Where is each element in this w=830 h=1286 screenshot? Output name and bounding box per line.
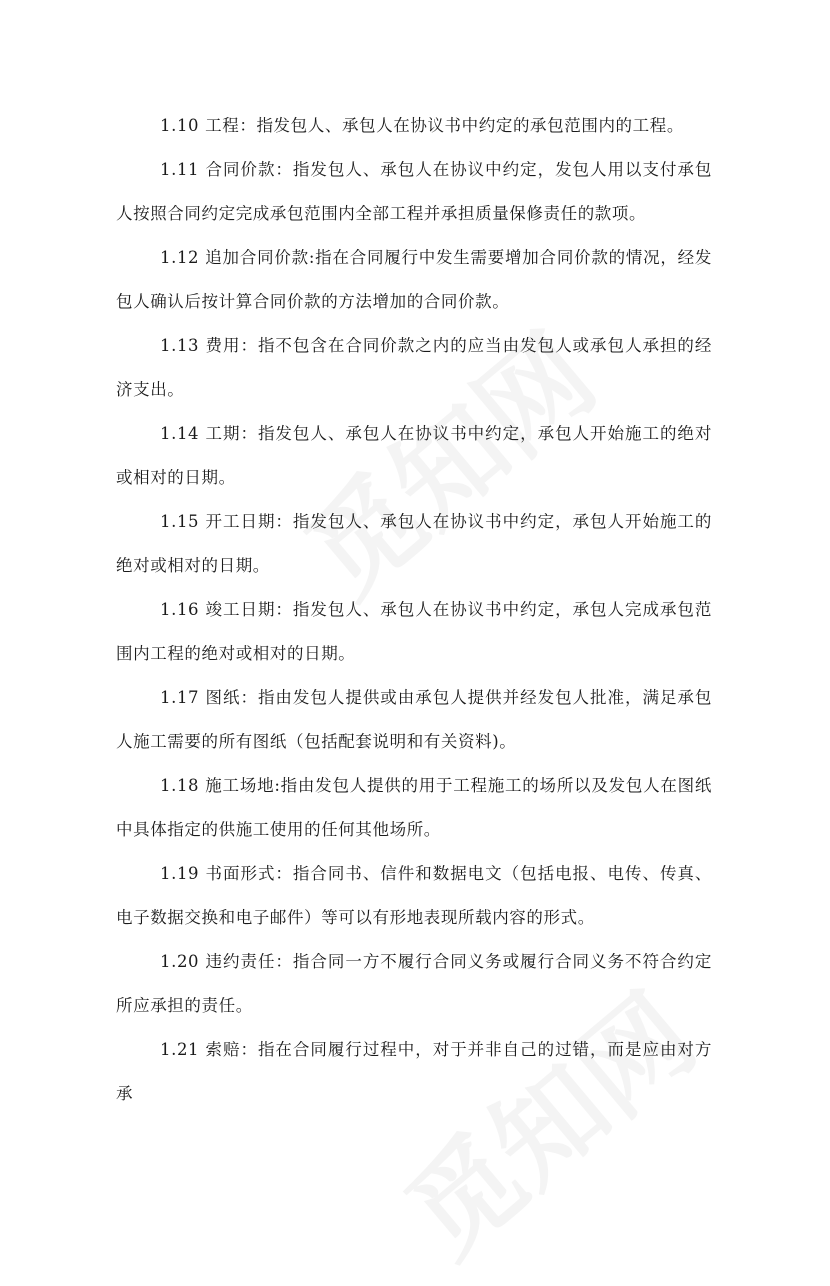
clause-text: 竣工日期：指发包人、承包人在协议书中约定，承包人完成承包范围内工程的绝对或相对的日期。	[116, 600, 712, 663]
clause-text: 施工场地:指由发包人提供的用于工程施工的场所以及发包人在图纸中具体指定的供施工使用的任何其他场所。	[116, 776, 712, 839]
clause-text: 合同价款：指发包人、承包人在协议中约定，发包人用以支付承包人按照合同约定完成承包范围内全部工程并承担质量保修责任的款项。	[116, 160, 712, 223]
clause-text: 工期：指发包人、承包人在协议书中约定，承包人开始施工的绝对或相对的日期。	[116, 424, 712, 487]
clause-1-15	[116, 500, 712, 588]
contract-clauses	[116, 104, 712, 1116]
clause-number: 1.18	[160, 776, 200, 795]
clause-text: 费用：指不包含在合同价款之内的应当由发包人或承包人承担的经济支出。	[116, 336, 712, 399]
clause-1-13	[116, 324, 712, 412]
clause-1-18	[116, 764, 712, 852]
clause-text: 索赔：指在合同履行过程中，对于并非自己的过错，而是应由对方承	[116, 1040, 712, 1103]
clause-number: 1.10	[160, 116, 200, 135]
clause-1-17	[116, 676, 712, 764]
clause-1-20	[116, 940, 712, 1028]
clause-number: 1.20	[160, 952, 200, 971]
clause-number: 1.12	[160, 248, 200, 267]
clause-1-14	[116, 412, 712, 500]
clause-1-16	[116, 588, 712, 676]
clause-1-12	[116, 236, 712, 324]
clause-text: 图纸：指由发包人提供或由承包人提供并经发包人批准，满足承包人施工需要的所有图纸（包括配套说明和有关资料)。	[116, 688, 712, 751]
clause-text: 开工日期：指发包人、承包人在协议书中约定，承包人开始施工的绝对或相对的日期。	[116, 512, 712, 575]
clause-number: 1.13	[160, 336, 200, 355]
clause-text: 违约责任：指合同一方不履行合同义务或履行合同义务不符合约定所应承担的责任。	[116, 952, 712, 1015]
clause-number: 1.15	[160, 512, 200, 531]
clause-number: 1.16	[160, 600, 200, 619]
clause-number: 1.14	[160, 424, 200, 443]
clause-1-11	[116, 148, 712, 236]
clause-number: 1.11	[160, 160, 200, 179]
clause-number: 1.21	[160, 1040, 200, 1059]
clause-number: 1.19	[160, 864, 200, 883]
clause-1-19	[116, 852, 712, 940]
clause-1-10	[116, 104, 712, 148]
clause-1-21	[116, 1028, 712, 1116]
clause-text: 书面形式：指合同书、信件和数据电文（包括电报、电传、传真、电子数据交换和电子邮件）等可以有形地表现所载内容的形式。	[116, 864, 712, 927]
clause-text: 工程：指发包人、承包人在协议书中约定的承包范围内的工程。	[205, 116, 684, 135]
clause-number: 1.17	[160, 688, 200, 707]
clause-text: 追加合同价款:指在合同履行中发生需要增加合同价款的情况，经发包人确认后按计算合同价款的方法增加的合同价款。	[116, 248, 712, 311]
